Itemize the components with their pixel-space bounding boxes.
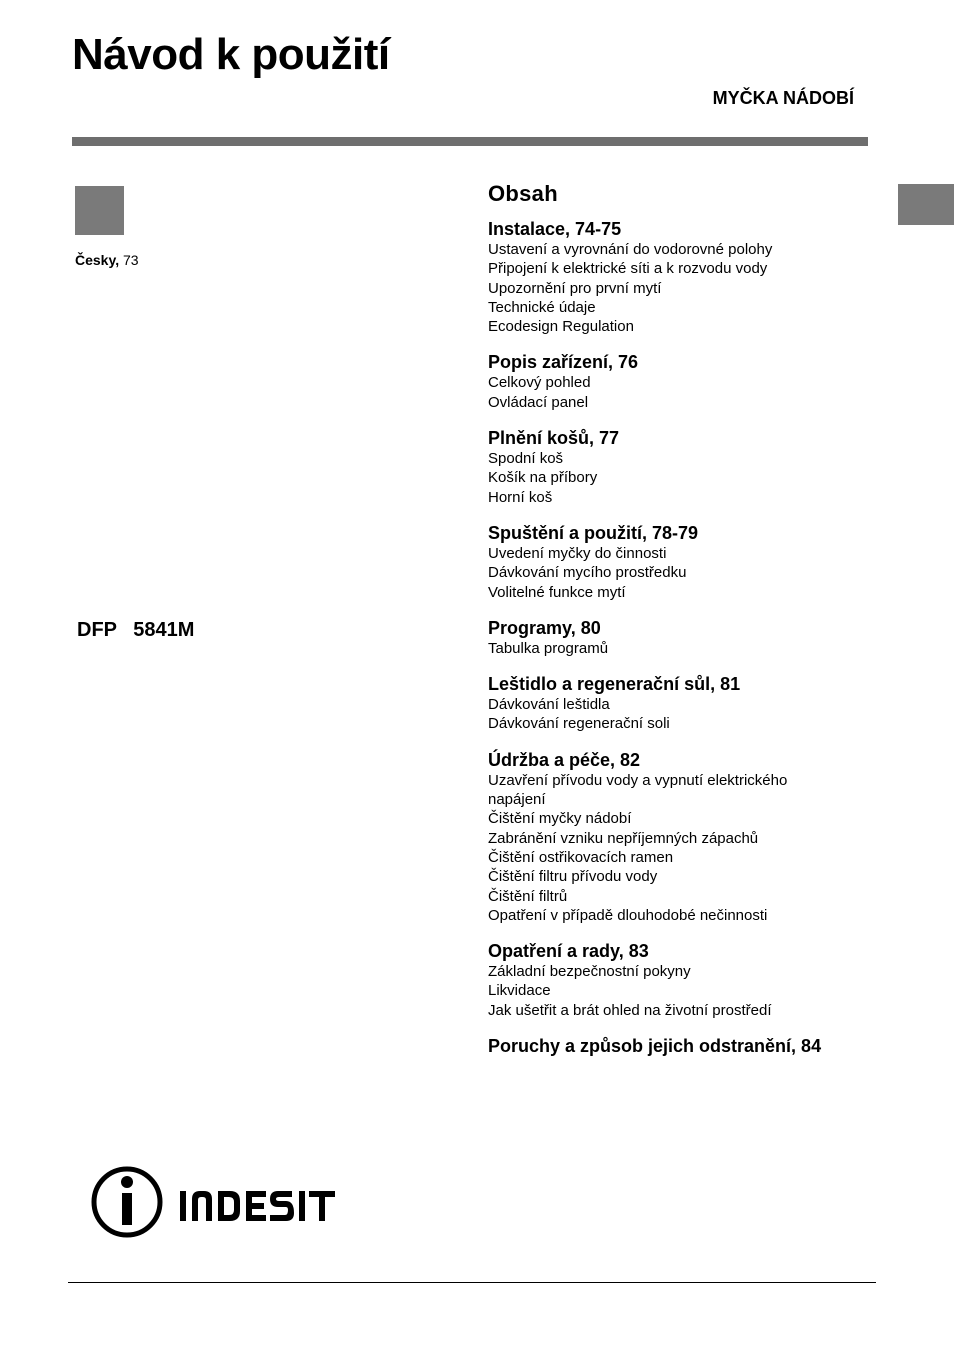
toc-section-title: Instalace, 74-75: [488, 219, 622, 239]
toc-section-item: Čištění myčky nádobí: [488, 810, 632, 828]
toc-section-title: Programy, 80: [488, 617, 601, 638]
toc-section-item: Jak ušetřit a brát ohled na životní prostředí: [488, 1001, 772, 1019]
toc-section-item: Uzavření přívodu vody a vypnutí elektrického: [488, 771, 788, 789]
toc-section-title: Poruchy a způsob jejich odstranění, 84: [488, 1036, 822, 1057]
page-side-tab: [898, 184, 954, 225]
toc-section: [488, 428, 888, 507]
toc-section-item: Čištění ostřikovacích ramen: [488, 848, 674, 866]
toc-section: [488, 618, 888, 658]
toc-section-item: Dávkování mycího prostředku: [488, 564, 687, 582]
toc-section: [488, 750, 888, 925]
language-marker-square: [75, 186, 124, 235]
toc-section-item: Technické údaje: [488, 298, 596, 316]
toc-section-item: Upozornění pro první mytí: [488, 279, 662, 297]
header-divider-bar: [72, 137, 868, 146]
toc-section-item: Čištění filtrů: [488, 887, 568, 905]
document-type: MYČKA NÁDOBÍ: [712, 88, 854, 108]
toc-section-title: Plnění košů, 77: [488, 428, 620, 449]
toc-section: [488, 523, 888, 602]
toc-section-item: Spodní koš: [488, 450, 564, 468]
footer-divider: [68, 1282, 876, 1283]
toc-section-title: Opatření a rady, 83: [488, 941, 649, 962]
toc-section: [488, 352, 888, 412]
toc-section: [488, 219, 888, 336]
toc-section-item: Ecodesign Regulation: [488, 318, 634, 336]
toc-section-item: Zabránění vzniku nepříjemných zápachů: [488, 829, 759, 847]
toc-heading: Obsah: [488, 181, 558, 206]
toc-section-item: Tabulka programů: [488, 639, 609, 657]
toc-section-item: napájení: [488, 791, 546, 809]
toc-section-item: Základní bezpečnostní pokyny: [488, 963, 691, 981]
model-number: DFP 5841M: [77, 619, 195, 641]
toc-section-item: Uvedení myčky do činnosti: [488, 544, 667, 562]
logo-dot-icon: [121, 1176, 133, 1188]
language-page-number: 73: [123, 252, 139, 268]
toc-section-item: Ustavení a vyrovnání do vodorovné polohy: [488, 241, 773, 258]
toc-section-item: Likvidace: [488, 982, 551, 1000]
page-title: Návod k použití: [72, 30, 390, 79]
toc-section-item: Celkový pohled: [488, 374, 591, 392]
toc-section-item: Volitelné funkce mytí: [488, 583, 626, 601]
indesit-logo: [90, 1164, 370, 1240]
toc-section-item: Dávkování regenerační soli: [488, 715, 670, 733]
toc-sections: [488, 219, 888, 1057]
table-of-contents: [488, 181, 888, 1073]
toc-section-item: Horní koš: [488, 488, 553, 506]
toc-section-item: Čištění filtru přívodu vody: [488, 868, 658, 886]
toc-section-title: Spuštění a použití, 78-79: [488, 522, 699, 543]
toc-section-item: Připojení k elektrické síti a k rozvodu vody: [488, 260, 768, 278]
logo-stem-icon: [122, 1193, 132, 1225]
toc-section: [488, 1036, 888, 1057]
toc-section: [488, 941, 888, 1020]
toc-section-title: Popis zařízení, 76: [488, 352, 639, 373]
language-name: Česky,: [75, 252, 120, 268]
toc-section-item: Ovládací panel: [488, 393, 589, 411]
toc-section-title: Leštidlo a regenerační sůl, 81: [488, 674, 741, 695]
toc-section-title: Údržba a péče, 82: [488, 749, 641, 770]
toc-section: [488, 674, 888, 734]
toc-section-item: Dávkování leštidla: [488, 696, 610, 714]
toc-section-item: Košík na příbory: [488, 469, 598, 487]
toc-section-item: Opatření v případě dlouhodobé nečinnosti: [488, 906, 768, 924]
language-label: [75, 252, 139, 268]
